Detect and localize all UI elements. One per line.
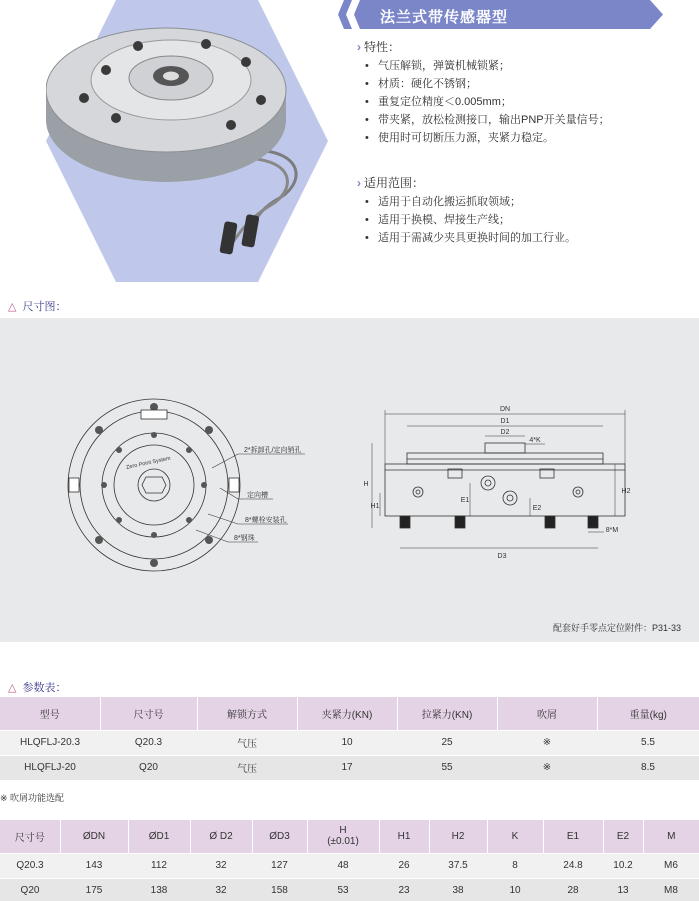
column-header: ØD3	[252, 820, 307, 853]
column-header: E1	[543, 820, 603, 853]
title-banner	[338, 0, 663, 29]
parameters-heading: △ 参数表：	[8, 682, 67, 694]
triangle-icon: △	[8, 682, 17, 694]
dimensions-table	[0, 820, 699, 901]
dim-label: D2	[500, 429, 510, 436]
column-header: Ø D2	[190, 820, 252, 853]
table-cell: 8.5	[597, 755, 699, 780]
table-row	[0, 755, 699, 780]
table-cell: 23	[379, 878, 429, 901]
table-cell: 32	[190, 853, 252, 878]
table-cell: HLQFLJ-20	[0, 755, 100, 780]
table-cell: 32	[190, 878, 252, 901]
column-header: 解锁方式	[197, 697, 297, 730]
table-cell: ※	[497, 730, 597, 755]
features-heading: › 特性：	[357, 40, 401, 54]
dim-label: H	[363, 481, 369, 488]
table-cell: 38	[429, 878, 487, 901]
column-header: 尺寸号	[100, 697, 197, 730]
column-header: 尺寸号	[0, 820, 60, 853]
list-item: • 适用于需减少夹具更换时间的加工行业。	[365, 229, 576, 247]
column-header: K	[487, 820, 543, 853]
table-cell: M8	[643, 878, 699, 901]
table-cell: 24.8	[543, 853, 603, 878]
table-cell: 158	[252, 878, 307, 901]
table-cell: 8	[487, 853, 543, 878]
column-header: 拉紧力(KN)	[397, 697, 497, 730]
table-cell: 13	[603, 878, 643, 901]
table-cell: 25	[397, 730, 497, 755]
table-cell: 53	[307, 878, 379, 901]
column-header: 型号	[0, 697, 100, 730]
drawing-note: 配套好手零点定位附件：P31-33	[552, 623, 681, 633]
dim-label: D3	[497, 553, 507, 560]
table-row	[0, 878, 699, 901]
list-item: • 适用于自动化搬运抓取领域；	[365, 193, 576, 211]
table-cell: M6	[643, 853, 699, 878]
list-item: • 带夹紧，放松检测接口，输出PNP开关量信号；	[365, 111, 610, 129]
table-row	[0, 853, 699, 878]
column-header: H1	[379, 820, 429, 853]
chevron-right-icon: ›	[357, 176, 361, 190]
table-cell: Q20	[100, 755, 197, 780]
table-cell: 175	[60, 878, 128, 901]
callout-label: 8*钢珠	[234, 535, 255, 542]
applications-heading: › 适用范围：	[357, 176, 425, 190]
table-cell: Q20.3	[0, 853, 60, 878]
features-list	[365, 57, 610, 147]
dim-label: DN	[499, 406, 511, 413]
table-cell: 10	[487, 878, 543, 901]
top-view-drawing	[68, 399, 240, 571]
dimension-drawing	[0, 318, 699, 642]
list-item: • 重复定位精度＜0.005mm；	[365, 93, 610, 111]
table-cell: 10.2	[603, 853, 643, 878]
column-header: ØDN	[60, 820, 128, 853]
table-cell: 48	[307, 853, 379, 878]
table-cell: Q20	[0, 878, 60, 901]
table-row	[0, 730, 699, 755]
dim-label: H1	[370, 503, 380, 510]
dim-label: E2	[532, 505, 542, 512]
column-header: E2	[603, 820, 643, 853]
table-cell: 28	[543, 878, 603, 901]
page-title: 法兰式带传感器型	[380, 9, 509, 26]
product-photo	[46, 0, 328, 282]
table-cell: 127	[252, 853, 307, 878]
dim-label: 4*K	[529, 437, 541, 444]
side-view-drawing	[385, 443, 625, 528]
dim-label: 8*M	[605, 527, 619, 534]
table-cell: ※	[497, 755, 597, 780]
column-header: 吹屑	[497, 697, 597, 730]
table-cell: 37.5	[429, 853, 487, 878]
column-header: ØD1	[128, 820, 190, 853]
table-cell: 26	[379, 853, 429, 878]
callout-label: 定向槽	[247, 492, 268, 499]
table-cell: 气压	[197, 730, 297, 755]
table-cell: 55	[397, 755, 497, 780]
dim-label: E1	[460, 497, 470, 504]
table-cell: 112	[128, 853, 190, 878]
callout-label: 8*螺栓安装孔	[245, 517, 287, 524]
table-cell: Q20.3	[100, 730, 197, 755]
column-header: 重量(kg)	[597, 697, 699, 730]
column-header: M	[643, 820, 699, 853]
parameter-table	[0, 697, 699, 780]
table-cell: 气压	[197, 755, 297, 780]
table-cell: 5.5	[597, 730, 699, 755]
table-cell: 143	[60, 853, 128, 878]
column-header: 夹紧力(KN)	[297, 697, 397, 730]
applications-list	[365, 193, 576, 247]
list-item: • 材质：硬化不锈钢；	[365, 75, 610, 93]
table-cell: 10	[297, 730, 397, 755]
triangle-icon: △	[8, 301, 17, 313]
chevron-right-icon: ›	[357, 40, 361, 54]
table-cell: HLQFLJ-20.3	[0, 730, 100, 755]
callout-label: 2*拆卸孔/定向销孔	[244, 447, 302, 454]
column-header-h: H (±0.01)	[307, 820, 379, 853]
list-item: • 使用时可切断压力源，夹紧力稳定。	[365, 129, 610, 147]
plate-text: Zero Point System	[125, 455, 172, 471]
table-cell: 138	[128, 878, 190, 901]
list-item: • 气压解锁，弹簧机械锁紧；	[365, 57, 610, 75]
dim-label: D1	[500, 418, 510, 425]
list-item: • 适用于换模、焊接生产线；	[365, 211, 576, 229]
table-footnote: ※ 吹屑功能选配	[0, 793, 65, 803]
drawing-heading: △ 尺寸图：	[8, 301, 67, 313]
column-header: H2	[429, 820, 487, 853]
dim-label: H2	[621, 488, 631, 495]
table-cell: 17	[297, 755, 397, 780]
